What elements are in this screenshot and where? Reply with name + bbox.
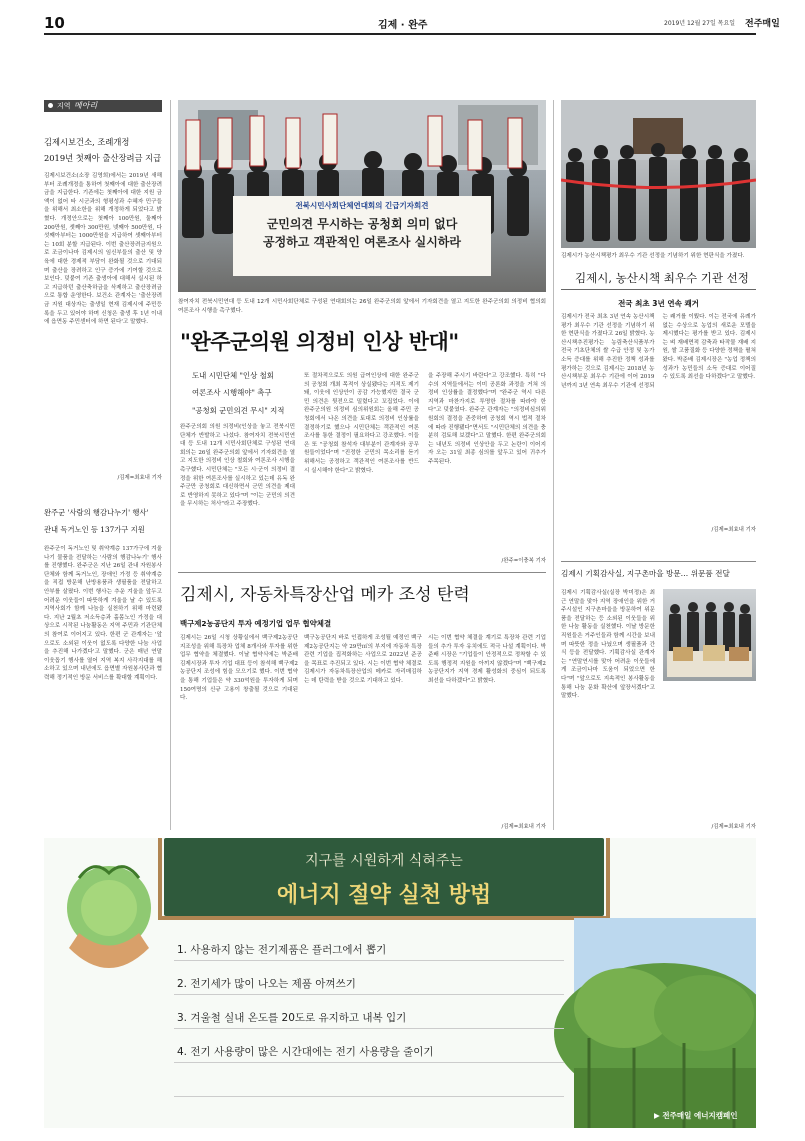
sidebar — [44, 100, 162, 820]
article2-title: 관내 독거노인 등 137가구 지원 — [44, 525, 145, 534]
ad-title-line1: 지구를 시원하게 식혀주는 — [305, 853, 463, 869]
article2-kicker: 완주군 '사람의 행감나누기' 행사' — [44, 508, 149, 517]
ceremony-photo-caption: 김제시가 농산시책평가 최우수 기관 선정을 기념하기 위한 현판식을 가졌다. — [561, 253, 745, 259]
tip-divider-0 — [174, 960, 564, 961]
mid-body-col1: 김제시는 26일 시청 상황실에서 백구제2농공단지조성을 위해 특장차 업체 8개사와 투자를 위한 업무 협약을 체결했다. 이날 협약식에는 박준배 김제시장과 투자 기업 대표 등이 참석해 백구제2농공단지 조성에 힘을 모으기로 했다. 이번 협약을 통해 기업들은 약 330억원을 투자하게 되며 150여명의 신규 고용이 창출될 것으로 기대된다. — [180, 635, 298, 702]
energy-ad — [44, 838, 756, 1128]
mid-body-col3: 시는 이번 협약 체결을 계기로 특장차 관련 기업들의 추가 투자 유치에도 적극 나설 계획이다. 박준배 시장은 "기업들이 안정적으로 정착할 수 있도록 행정적 지원을 아끼지 않겠다"며 "백구제2농공단지가 지역 경제 활성화의 중심이 되도록 최선을 다하겠다"고 밝혔다. — [428, 635, 546, 684]
mid-subhead: 백구제2농공단지 투자 예정기업 업무 협약체결 — [180, 619, 332, 628]
article1-byline: /김제=최효내 기자 — [117, 475, 162, 481]
protest-photo-caption: 참여자치 전북시민연대 등 도내 12개 시민사회단체로 구성된 연대회의는 26일 완주군의회 앞에서 기자회견을 열고 지도한 완주군의회 의정비 협의회 여론조사 시행을 촉구했다. — [178, 299, 546, 314]
tip-item-3: 3. 겨울철 실내 온도를 20도로 유지하고 내복 입기 — [177, 1012, 407, 1024]
tip-divider-1 — [174, 994, 564, 995]
donation-figures — [663, 589, 756, 681]
article1-kicker: 김제시보건소, 조례개정 — [44, 137, 130, 147]
mid-headline: 김제시, 자동차특장산업 메카 조성 탄력 — [180, 585, 470, 605]
mid-article-rule — [178, 572, 546, 573]
banner-line3: 공정하고 객관적인 여론조사 실시하라 — [262, 235, 461, 249]
issue-date: 2019년 12월 27일 목요일 — [664, 20, 736, 27]
mid-byline: /김제=최효내 기자 — [501, 824, 546, 830]
right-top-body: 김제시가 전국 최초 3년 연속 농산시책평가 최우수 기관 선정을 기념하기 위한 현판식을 가졌다고 26일 밝혔다. 농산시책추진평가는 농림축산식품부가 전국 기초단체의 쌀 수급 안정 및 농가소득 증대를 위해 추진한 정책 성과를 평가하는 것으로 김제시는 2018년 농산시책부문 최우수 기관에 이어 2019년까지 3년 연속 최우수 기관에 선정되는 쾌거를 이뤘다. 이는 전국에 유례가 없는 수상으로 농업의 새로운 모델을 제시했다는 평가를 받고 있다. 김제시는 벼 재배면적 감축과 타작물 재배 지원, 쌀 고품질화 등 다양한 정책을 펼쳐 왔다. 박준배 김제시장은 "농업 정책의 성과가 농민들의 소득 증대로 이어질 수 있도록 최선을 다하겠다"고 말했다. — [561, 314, 756, 389]
main-body-col2: 또 절차적으로도 의원 급여인상에 대한 완주군의 공청회 개최 목적이 상실됐다는 지적도 제기돼, 이웃에 인상안이 공감 가능했지만 결국 군민 의견은 뒷전으로 밀렸다고 꼬집었다. 이에 완주군의원 의정비 심의위원회는 올해 주민 공청회에서 나온 의견을 토대로 의정비 인상률을 결정하기로 했으나 시민단체는 객관적인 여론조사를 통한 결정이 필요하다고 강조했다. 이들은 또 "공청회 참석자 대부분이 관계자와 공무원들이었다"며 "진정한 군민의 목소리를 듣기 위해서는 공정하고 객관적인 여론조사를 반드시 실시해야 한다"고 밝혔다. — [304, 373, 419, 474]
banner-line2: 군민의견 무시하는 공청회 의미 없다 — [266, 217, 458, 231]
ad-title-line2: 에너지 절약 실천 방법 — [276, 883, 492, 908]
tip-divider-4 — [174, 1096, 564, 1097]
tip-item-2: 2. 전기세가 많이 나오는 제품 아껴쓰기 — [177, 978, 356, 990]
tip-divider-3 — [174, 1062, 564, 1063]
ceremony-photo — [561, 100, 756, 248]
dot-icon — [48, 103, 53, 108]
tip-item-4: 4. 전기 사용량이 많은 시간대에는 전기 사용량을 줄이기 — [177, 1046, 434, 1058]
donation-photo — [663, 589, 756, 681]
column-divider — [170, 100, 171, 830]
main-subhead-1: 도내 시민단체 "인상 철회 — [192, 371, 274, 380]
tip-item-1: 1. 사용하지 않는 전기제품은 플러그에서 뽑기 — [177, 944, 387, 956]
page-number: 10 — [44, 14, 65, 32]
page-header — [0, 0, 805, 38]
right-mid-body: 김제시 기획감사실(실장 박미정)은 최근 연말을 맞아 지역 장애인을 위한 거주시설인 지구촌마을을 방문하여 위문품을 전달하는 등 소외된 이웃들을 위한 나눔 활동을 실천했다. 이날 방문한 직원들은 거주인들과 함께 시간을 보내며 따뜻한 정을 나눴으며 생필품과 간식 등을 전달했다. 기획감사실 관계자는 "연말연시를 맞아 어려운 이웃들에게 조금이나마 도움이 되었으면 한다"며 "앞으로도 지속적인 봉사활동을 통해 나눔 문화 확산에 앞장서겠다"고 말했다. — [561, 590, 655, 700]
right-top-rule — [561, 289, 756, 290]
main-subhead-3: "공청회 군민의견 무시" 지적 — [192, 406, 285, 415]
right-mid-byline: /김제=최효내 기자 — [711, 824, 756, 830]
ceremony-figures — [561, 100, 756, 248]
right-mid-headline: 김제시 기획감사실, 지구촌마을 방문… 위문품 전달 — [561, 569, 730, 578]
paper-name: 전주매일 — [745, 19, 780, 29]
article1-body: 김제시보건소(소장 김영희)에서는 2019년 새해부터 조례개정을 통하여 첫째아에 대한 출산장려금을 지급한다. 기존에는 첫째아에 대한 지원 금액이 없어 타 시군과의 형평성과 수혜자 민구들을 위해서 최소한을 위해 개정하게 되었다고 밝혔다. 개정안으로는 첫째아 100만원, 둘째아 200만원, 셋째아 300만원, 넷째아 500만원, 다섯째아부터는 1000만원을 지급하여 셋째아부터는 10회 분할 지급된다. 이번 출산장려금지원으로 조금이나마 김제시의 임신부들의 출산 및 양육에 대한 경제적 부담이 완화될 것으로 기대되며 출산을 장려하고 인구 증가에 기여할 것으로 보인다. 덧붙여 기존 출생아에 대해서 실시된 하고 지급하던 출산축하금을 삭제하고 출산장려금으로 통합 운영한다. 보건소 관계자는 '출산장려금 지원 대상자는 출생일 현재 김제시에 주민등록을 두고 있어야 하며 신청은 출생 후 1년 이내에 읍면동 주민센터에 하면 된다'고 말했다. — [44, 173, 162, 326]
protest-photo — [178, 100, 546, 292]
right-top-byline: /김제=최효내 기자 — [711, 527, 756, 533]
main-body-col3: 을 주장해 주시기 바란다"고 강조했다. 특히 "다수의 지역들에서는 이미 공론화 과정을 거쳐 의정비 인상률을 결정했다"며 "완주군 역시 다른 지역과 마찬가지로 투명한 절차를 따라야 한다"고 덧붙였다. 완주군 관계자는 "의정비심의위원회의 결정을 존중하며 공청회 역시 법적 절차에 따라 진행됐다"면서도 "시민단체의 의견을 충분히 검토해 보겠다"고 말했다. 한편 완주군의회는 내년도 의정비 인상안을 두고 논란이 이어지자 오는 31일 최종 심의를 앞두고 있어 귀추가 주목된다. — [428, 373, 546, 465]
right-mid-rule — [561, 561, 756, 562]
sidebar-label-box — [44, 100, 162, 112]
ad-footer: ▶ 전주매일 에너지캠페인 — [654, 1111, 738, 1120]
article2-body: 완주군이 독거노인 및 취약계층 137가구에 겨울나기 물품을 전달하는 '사람의 행감나누기' 행사를 진행했다. 완주군은 지난 26일 관내 자원봉사단체와 함께 독거노인, 장애인 가정 등 취약계층을 직접 방문해 난방용품과 생필품을 전달하고 안부를 살폈다. 이번 행사는 추운 겨울을 앞두고 어려운 이웃들이 따뜻하게 겨울을 날 수 있도록 지역사회가 함께 나눔을 실천하기 위해 마련됐다. 지난 2월초 저소득층과 홀몸노인 가정을 대상으로 시작된 나눔활동은 지역 주민과 기관단체의 참여로 이어지고 있다. 한편 군 관계자는 '앞으로도 소외된 이웃이 없도록 다양한 나눔 사업을 추진해 나가겠다'고 말했다. 군은 매년 연말 이웃돕기 행사를 열어 지역 복지 사각지대를 해소하고 있으며 내년에도 읍면별 자원봉사단과 협력해 정기적인 방문 서비스를 확대할 계획이다. — [44, 546, 162, 681]
main-headline: "완주군의원 의정비 인상 반대" — [180, 330, 459, 354]
article1-title: 2019년 첫째아 출산장려금 지급 — [44, 153, 162, 163]
section-title: 김제 · 완주 — [378, 20, 428, 31]
sidebar-label-prefix: 지역 — [57, 102, 71, 110]
main-byline: /완주=이충복 기자 — [501, 558, 546, 564]
header-rule — [44, 33, 756, 35]
column-divider-right — [553, 100, 554, 830]
tip-divider-2 — [174, 1028, 564, 1029]
main-body-col1: 완주군의회 의원 의정비(인상을 놓고 전북시민단체가 반발하고 나섰다. 참여자치 전북시민연대 등 도내 12개 시민사회단체로 구성된 연대회의는 26일 완주군의회 앞에서 기자회견을 열고 지도한 의정비 인상 철회와 여론조사 시행을 촉구했다. 시민단체는 "모든 시·군이 의정비 결정을 위한 여론조사를 실시하고 있는데 유독 완주군만 공청회로 대신하면서 군민 의견을 제대로 반영하지 못하고 있다"며 "이는 군민의 의견을 무시하는 처사"라고 주장했다. — [180, 424, 295, 508]
mid-body-col2: 백구농공단지 바로 인접하게 조성될 예정인 백구제2농공단지는 약 29만㎡의 부지에 자동차 특장 관련 기업을 집적화하는 사업으로 2022년 준공을 목표로 추진되고 있다. 시는 이번 협약 체결로 김제시가 자동차특장산업의 메카로 자리매김하는 데 탄력을 받을 것으로 기대하고 있다. — [304, 635, 422, 684]
banner-line1: 전북시민사회단체연대회의 긴급기자회견 — [295, 201, 429, 210]
right-top-subhead: 전국 최초 3년 연속 쾌거 — [618, 299, 699, 308]
sidebar-label: 메아리 — [74, 101, 98, 110]
right-top-headline: 김제시, 농산시책 최우수 기관 선정 — [575, 271, 749, 285]
protest-figures — [178, 100, 546, 292]
main-subhead-2: 여론조사 시행해야" 촉구 — [192, 388, 272, 397]
